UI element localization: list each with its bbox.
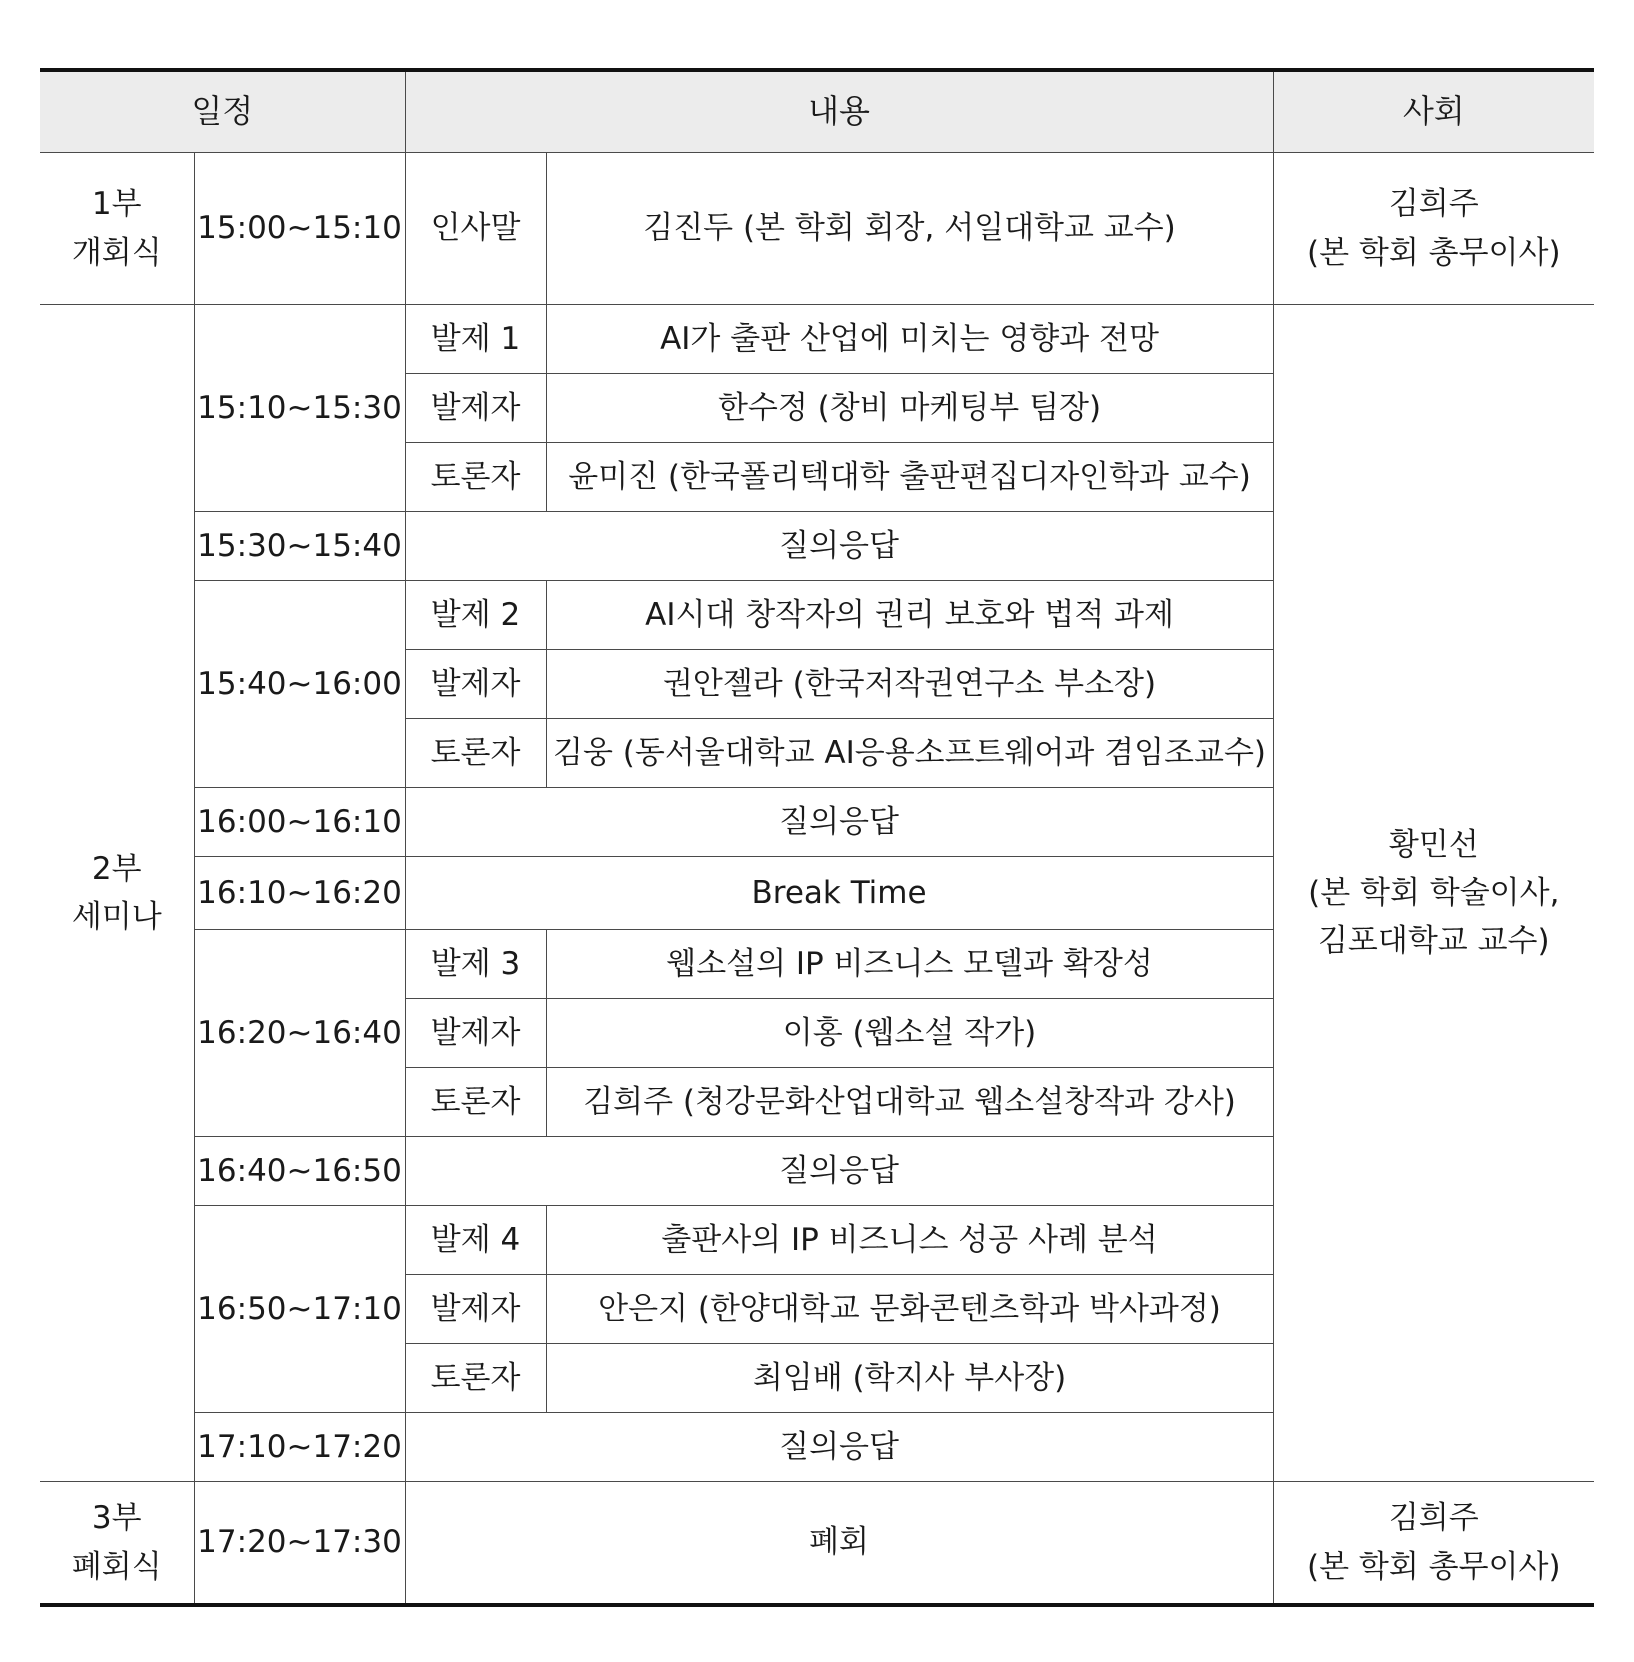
role-cell: 발제 4 — [405, 1206, 546, 1275]
time-cell: 16:40~16:50 — [194, 1137, 405, 1206]
content-cell: 김진두 (본 학회 회장, 서일대학교 교수) — [546, 153, 1273, 305]
presenter-cell: 이홍 (웹소설 작가) — [546, 999, 1273, 1068]
role-cell: 토론자 — [405, 719, 546, 788]
header-schedule: 일정 — [40, 70, 405, 153]
table-row — [40, 153, 1594, 305]
part2-label: 2부 세미나 — [40, 305, 194, 1482]
session-title: 출판사의 IP 비즈니스 성공 사례 분석 — [546, 1206, 1273, 1275]
qa-cell: 질의응답 — [405, 1137, 1273, 1206]
role-cell: 발제 2 — [405, 581, 546, 650]
discussant-cell: 윤미진 (한국폴리텍대학 출판편집디자인학과 교수) — [546, 443, 1273, 512]
session-title: AI가 출판 산업에 미치는 영향과 전망 — [546, 305, 1273, 374]
presenter-cell: 한수정 (창비 마케팅부 팀장) — [546, 374, 1273, 443]
time-cell: 17:20~17:30 — [194, 1482, 405, 1606]
schedule-table — [40, 68, 1594, 1607]
presenter-cell: 안은지 (한양대학교 문화콘텐츠학과 박사과정) — [546, 1275, 1273, 1344]
presenter-cell: 권안젤라 (한국저작권연구소 부소장) — [546, 650, 1273, 719]
discussant-cell: 김웅 (동서울대학교 AI응용소프트웨어과 겸임조교수) — [546, 719, 1273, 788]
header-row — [40, 70, 1594, 153]
header-host: 사회 — [1273, 70, 1594, 153]
role-cell: 발제자 — [405, 650, 546, 719]
part1-label: 1부 개회식 — [40, 153, 194, 305]
qa-cell: 질의응답 — [405, 788, 1273, 857]
role-cell: 토론자 — [405, 443, 546, 512]
time-cell: 15:00~15:10 — [194, 153, 405, 305]
role-cell: 발제 3 — [405, 930, 546, 999]
table-row — [40, 305, 1594, 374]
table-row — [40, 1482, 1594, 1606]
time-cell: 16:00~16:10 — [194, 788, 405, 857]
break-cell: Break Time — [405, 857, 1273, 930]
qa-cell: 질의응답 — [405, 1413, 1273, 1482]
session-title: 웹소설의 IP 비즈니스 모델과 확장성 — [546, 930, 1273, 999]
host-cell: 김희주 (본 학회 총무이사) — [1273, 153, 1594, 305]
time-cell: 16:10~16:20 — [194, 857, 405, 930]
role-cell: 토론자 — [405, 1068, 546, 1137]
discussant-cell: 김희주 (청강문화산업대학교 웹소설창작과 강사) — [546, 1068, 1273, 1137]
role-cell: 발제자 — [405, 999, 546, 1068]
part3-label: 3부 폐회식 — [40, 1482, 194, 1606]
role-cell: 발제 1 — [405, 305, 546, 374]
time-cell: 17:10~17:20 — [194, 1413, 405, 1482]
host-cell: 황민선 (본 학회 학술이사, 김포대학교 교수) — [1273, 305, 1594, 1482]
role-cell: 인사말 — [405, 153, 546, 305]
closing-cell: 폐회 — [405, 1482, 1273, 1606]
time-cell: 15:40~16:00 — [194, 581, 405, 788]
discussant-cell: 최임배 (학지사 부사장) — [546, 1344, 1273, 1413]
session-title: AI시대 창작자의 권리 보호와 법적 과제 — [546, 581, 1273, 650]
role-cell: 발제자 — [405, 374, 546, 443]
header-content: 내용 — [405, 70, 1273, 153]
time-cell: 16:20~16:40 — [194, 930, 405, 1137]
time-cell: 15:30~15:40 — [194, 512, 405, 581]
time-cell: 16:50~17:10 — [194, 1206, 405, 1413]
time-cell: 15:10~15:30 — [194, 305, 405, 512]
role-cell: 발제자 — [405, 1275, 546, 1344]
role-cell: 토론자 — [405, 1344, 546, 1413]
qa-cell: 질의응답 — [405, 512, 1273, 581]
host-cell: 김희주 (본 학회 총무이사) — [1273, 1482, 1594, 1606]
